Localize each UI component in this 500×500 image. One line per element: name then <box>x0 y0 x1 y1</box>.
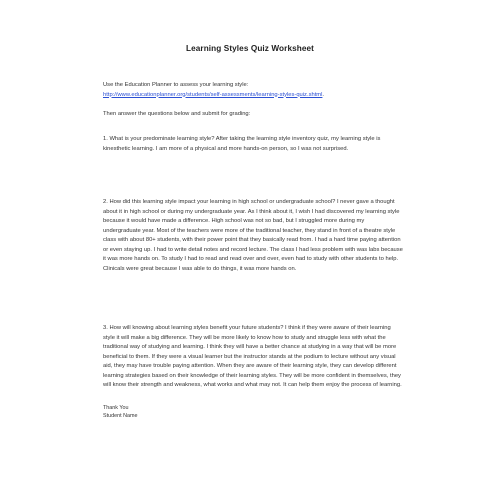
signature-name: Student Name <box>103 413 138 419</box>
closing-text: Thank You <box>103 405 129 411</box>
instructions-text: Then answer the questions below and submit for grading: <box>103 111 251 117</box>
question-2-answer: 2. How did this learning style impact your learning in high school or undergraduate school? I never gave a thought about it in high school or during my undergraduate year. As I think about it, I wish I had discovered my learning style because it would have made a difference. High school was not so bad, but I struggled more during my undergraduate year. Most of the teachers were more of the traditional teacher, they stand in front of a theatre style class with about 80+ students, with their power point that they basically read from. I had a hard time paying attention or even staying up. I had to write detail notes and record lecture. The class I had less problem with was labs because it was more hands on. To study I had to read and read over and over, even had to study with other students to help. Clinicals were great because I was able to do things, it was more hands on. <box>103 199 403 272</box>
intro-text: Use the Education Planner to assess your learning style: <box>103 82 249 88</box>
question-1-answer: 1. What is your predominate learning style? After taking the learning style inventory quiz, my learning style is kinesthetic learning. I am more of a physical and more hands-on person, so I was not surprised. <box>103 136 381 152</box>
question-3-answer: 3. How will knowing about learning styles benefit your future students? I think if they were aware of their learning style it will make a big difference. They will be more likely to know how to study and struggle less with what the traditional way of studying and learning. I think they will have a better chance at studying in a way that will be more beneficial to them. If they were a visual learner but the instructor stands at the podium to lecture without any visual aid, they may have trouble paying attention. When they are aware of their learning style, they can develop different learning strategies based on their knowledge of their learning styles. They will be more confident in themselves, they will know their strength and weakness, what works and what may not. It can help them enjoy the process of learning. <box>103 325 402 388</box>
intro-paragraph <box>103 81 403 100</box>
page-title: Learning Styles Quiz Worksheet <box>186 44 314 53</box>
education-planner-link[interactable]: http://www.educationplanner.org/students/self-assessments/learning-styles-quiz.shtml <box>103 91 323 98</box>
intro-link-suffix: . <box>322 91 325 98</box>
